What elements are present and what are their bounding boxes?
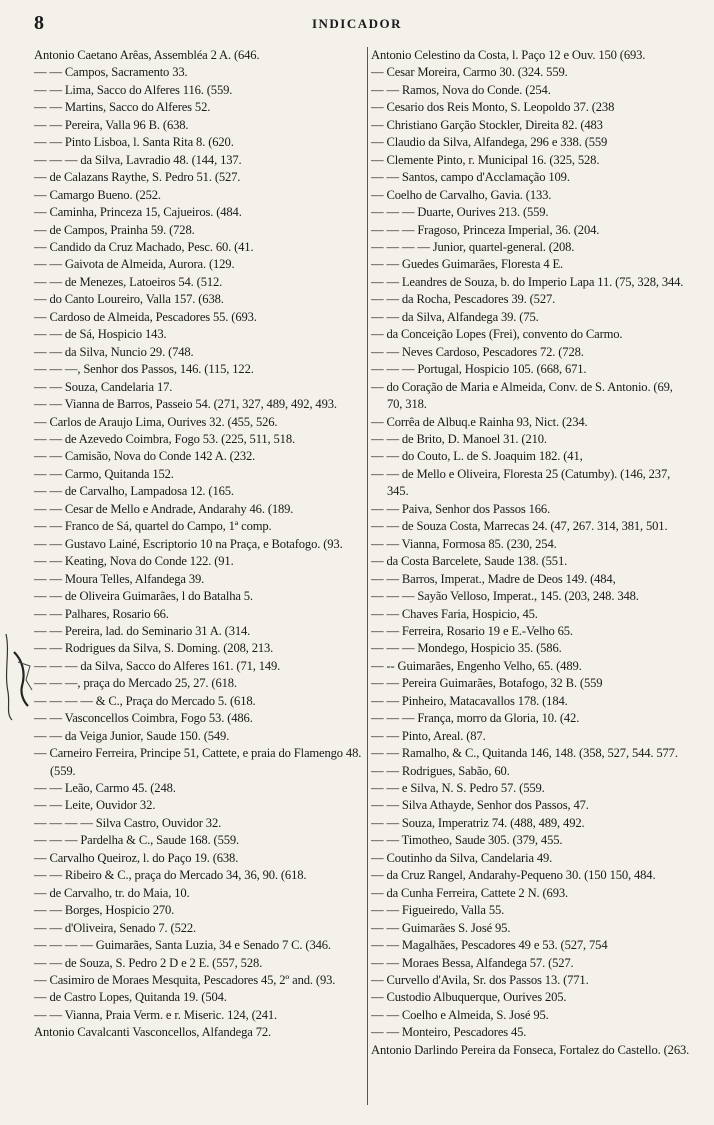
directory-entry: — — Guedes Guimarães, Floresta 4 E. (371, 257, 564, 272)
directory-entry: — — de Azevedo Coimbra, Fogo 53. (225, 511, 518. (34, 431, 295, 446)
directory-entry: — — Pinheiro, Matacavallos 178. (184. (371, 693, 568, 708)
directory-entry: — — — da Silva, Sacco do Alferes 161. (71, 149. (34, 658, 281, 673)
directory-entry: — — Martins, Sacco do Alferes 52. (34, 100, 211, 115)
right-column (371, 47, 691, 1109)
directory-entry: — — Gaivota de Almeida, Aurora. (129. (34, 257, 235, 272)
directory-entry: — — do Couto, L. de S. Joaquim 182. (41, (371, 449, 583, 464)
directory-entry: — — Leite, Ouvidor 32. (34, 798, 156, 813)
directory-entry: — — Coelho e Almeida, S. José 95. (371, 1007, 549, 1022)
directory-entry: — — Franco de Sá, quartel do Campo, 1ª comp. (34, 519, 272, 534)
directory-entry: — — Moraes Bessa, Alfandega 57. (527. (371, 955, 574, 970)
directory-entry: — — Gustavo Lainé, Escriptorio 10 na Praça, e Botafogo. (93. (34, 536, 343, 551)
directory-entry: — — Camisão, Nova do Conde 142 A. (232. (34, 449, 256, 464)
directory-entry: — — Campos, Sacramento 33. (34, 65, 188, 80)
directory-entry: — de Calazans Raythe, S. Pedro 51. (527. (34, 170, 241, 185)
directory-entry: — Candido da Cruz Machado, Pesc. 60. (41. (34, 239, 254, 254)
directory-entry: — — Carmo, Quitanda 152. (34, 466, 174, 481)
directory-entry: — — de Souza, S. Pedro 2 D e 2 E. (557, 528. (34, 955, 263, 970)
directory-entry: — — — — Guimarães, Santa Luzia, 34 e Senado 7 C. (346. (34, 938, 331, 953)
directory-entry: — — da Silva, Alfandega 39. (75. (371, 309, 539, 324)
directory-entry: — — Vianna de Barros, Passeio 54. (271, 327, 489, 492, 493. (34, 397, 337, 412)
left-column (34, 47, 364, 1109)
directory-entry: — — Ramalho, & C., Quitanda 146, 148. (358, 527, 544. 577. (371, 746, 678, 761)
directory-entry: — — de Brito, D. Manoel 31. (210. (371, 431, 547, 446)
directory-entry: — — Magalhães, Pescadores 49 e 53. (527, 754 (371, 938, 608, 953)
directory-entry: — — Souza, Candelaria 17. (34, 379, 173, 394)
directory-entry: — Cardoso de Almeida, Pescadores 55. (693. (34, 309, 257, 324)
directory-entry: — da Cruz Rangel, Andarahy-Pequeno 30. (150 150, 484. (371, 868, 656, 883)
directory-entry: Antonio Cavalcanti Vasconcellos, Alfandega 72. (34, 1025, 271, 1040)
directory-entry: — — Vianna, Praia Verm. e r. Miseric. 124, (241. (34, 1007, 278, 1022)
directory-entry: — — Neves Cardoso, Pescadores 72. (728. (371, 344, 584, 359)
directory-entry: — — da Rocha, Pescadores 39. (527. (371, 292, 556, 307)
directory-entry: — — de Oliveira Guimarães, l do Batalha 5. (34, 589, 253, 604)
directory-entry: — — — da Silva, Lavradio 48. (144, 137. (34, 152, 242, 167)
directory-entry: — — — — & C., Praça do Mercado 5. (618. (34, 693, 256, 708)
directory-entry: — — de Menezes, Latoeiros 54. (512. (34, 274, 223, 289)
directory-entry: — de Campos, Prainha 59. (728. (34, 222, 195, 237)
directory-entry: — Carneiro Ferreira, Principe 51, Cattete, e praia do Flamengo 48. (559. (34, 746, 362, 778)
directory-entry: — — Paiva, Senhor dos Passos 166. (371, 501, 551, 516)
directory-entry: — — — — Silva Castro, Ouvidor 32. (34, 815, 222, 830)
page-number: 8 (34, 12, 44, 34)
directory-entry: — — Chaves Faria, Hospicio, 45. (371, 606, 538, 621)
directory-entry: — — Ramos, Nova do Conde. (254. (371, 82, 551, 97)
directory-entry: — — Monteiro, Pescadores 45. (371, 1025, 527, 1040)
directory-entry: Antonio Darlindo Pereira da Fonseca, Fortalez do Castello. (263. (371, 1042, 690, 1057)
directory-entry: — de Carvalho, tr. do Maia, 10. (34, 885, 190, 900)
directory-entry: — Christiano Garção Stockler, Direita 82. (483 (371, 117, 603, 132)
directory-entry: Antonio Celestino da Costa, l. Paço 12 e Ouv. 150 (693. (371, 48, 646, 62)
directory-entry: — — Timotheo, Saude 305. (379, 455. (371, 833, 563, 848)
directory-entry: — Coelho de Carvalho, Gavia. (133. (371, 187, 552, 202)
directory-entry: — de Castro Lopes, Quitanda 19. (504. (34, 990, 227, 1005)
directory-entry: — — Silva Athayde, Senhor dos Passos, 47. (371, 798, 589, 813)
directory-entry: — Cesario dos Reis Monto, S. Leopoldo 37. (238 (371, 100, 615, 115)
directory-entry: — — — Fragoso, Princeza Imperial, 36. (204. (371, 222, 600, 237)
directory-entry: — Casimiro de Moraes Mesquita, Pescadores 45, 2º and. (93. (34, 973, 336, 988)
directory-entry: — Carvalho Queiroz, l. do Paço 19. (638. (34, 850, 239, 865)
directory-entry: — da Conceição Lopes (Frei), convento do Carmo. (371, 327, 623, 342)
directory-entry: — — — Pardelha & C., Saude 168. (559. (34, 833, 240, 848)
directory-entry: — do Canto Loureiro, Valla 157. (638. (34, 292, 224, 307)
directory-entry: — — Keating, Nova do Conde 122. (91. (34, 554, 234, 569)
directory-entry: — — d'Oliveira, Senado 7. (522. (34, 920, 197, 935)
directory-entry: — Curvello d'Avila, Sr. dos Passos 13. (771. (371, 973, 589, 988)
directory-entry: — — — Mondego, Hospicio 35. (586. (371, 641, 562, 656)
directory-entry: — — Pereira, lad. do Seminario 31 A. (314. (34, 623, 251, 638)
directory-entry: — Cesar Moreira, Carmo 30. (324. 559. (371, 65, 568, 80)
directory-entry: — — da Veiga Junior, Saude 150. (549. (34, 728, 230, 743)
directory-entry: — — de Souza Costa, Marrecas 24. (47, 267. 314, 381, 501. (371, 519, 668, 534)
directory-entry: — — Souza, Imperatriz 74. (488, 489, 492. (371, 815, 585, 830)
directory-entry: — — — Sayão Velloso, Imperat., 145. (203, 248. 348. (371, 589, 639, 604)
directory-entry: — — Moura Telles, Alfandega 39. (34, 571, 205, 586)
directory-entry: — da Costa Barcelete, Saude 138. (551. (371, 554, 568, 569)
directory-entry: — da Cunha Ferreira, Cattete 2 N. (693. (371, 885, 568, 900)
directory-entry: — — Ferreira, Rosario 19 e E.-Velho 65. (371, 623, 573, 638)
directory-entry: — Claudio da Silva, Alfandega, 296 e 338. (559 (371, 135, 608, 150)
directory-entry: — Custodio Albuquerque, Ourives 205. (371, 990, 567, 1005)
directory-entry: — — Rodrigues da Silva, S. Doming. (208, 213. (34, 641, 274, 656)
directory-entry: — — — — Junior, quartel-general. (208. (371, 239, 575, 254)
directory-entry: — — de Mello e Oliveira, Floresta 25 (Catumby). (146, 237, 345. (371, 466, 671, 499)
directory-entry: — — —, Senhor dos Passos, 146. (115, 122. (34, 362, 254, 377)
directory-entry: — — Vianna, Formosa 85. (230, 254. (371, 536, 557, 551)
directory-entry: — Corrêa de Albuq.e Rainha 93, Nict. (234. (371, 414, 588, 429)
directory-entry: — Caminha, Princeza 15, Cajueiros. (484. (34, 205, 242, 220)
directory-entry: — Camargo Bueno. (252. (34, 187, 161, 202)
directory-entry: — — Barros, Imperat., Madre de Deos 149. (484, (371, 571, 616, 586)
margin-ink-mark (0, 632, 34, 722)
directory-entry: — — — França, morro da Gloria, 10. (42. (371, 711, 580, 726)
directory-entry: — — Palhares, Rosario 66. (34, 606, 169, 621)
directory-entry: — — Pereira Guimarães, Botafogo, 32 B. (559 (371, 676, 603, 691)
page-title: INDICADOR (311, 16, 403, 31)
directory-entry: — — de Carvalho, Lampadosa 12. (165. (34, 484, 234, 499)
directory-entry: — — e Silva, N. S. Pedro 57. (559. (371, 781, 545, 796)
directory-entry: — — Santos, campo d'Acclamação 109. (371, 170, 570, 185)
directory-entry: — — de Sá, Hospicio 143. (34, 327, 167, 342)
directory-entry: — — Cesar de Mello e Andrade, Andarahy 46. (189. (34, 501, 294, 516)
directory-entry: — — Figueiredo, Valla 55. (371, 903, 505, 918)
directory-entry: — — — Duarte, Ourives 213. (559. (371, 205, 549, 220)
directory-entry: — — — Portugal, Hospicio 105. (668, 671. (371, 362, 587, 377)
directory-entry: — — da Silva, Nuncio 29. (748. (34, 344, 194, 359)
directory-entry: — — Ribeiro & C., praça do Mercado 34, 36, 90. (618. (34, 868, 307, 883)
directory-entry: — — —, praça do Mercado 25, 27. (618. (34, 676, 237, 691)
directory-entry: — — Lima, Sacco do Alferes 116. (559. (34, 82, 233, 97)
directory-entry: — — Borges, Hospicio 270. (34, 903, 175, 918)
directory-entry: Antonio Caetano Arêas, Assembléa 2 A. (646. (34, 48, 260, 62)
directory-entry: — Carlos de Araujo Lima, Ourives 32. (455, 526. (34, 414, 278, 429)
column-divider (367, 47, 368, 1105)
directory-entry: — — Pereira, Valla 96 B. (638. (34, 117, 189, 132)
directory-entry: — do Coração de Maria e Almeida, Conv. de S. Antonio. (69, 70, 318. (371, 379, 673, 412)
directory-entry: — Clemente Pinto, r. Municipal 16. (325, 528. (371, 152, 600, 167)
directory-entry: — -- Guimarães, Engenho Velho, 65. (489. (371, 658, 582, 673)
directory-entry: — — Rodrigues, Sabão, 60. (371, 763, 510, 778)
directory-entry: — — Vasconcellos Coimbra, Fogo 53. (486. (34, 711, 253, 726)
directory-entry: — Coutinho da Silva, Candelaria 49. (371, 850, 553, 865)
directory-entry: — — Leandres de Souza, b. do Imperio Lapa 11. (75, 328, 344. (371, 274, 684, 289)
directory-entry: — — Leão, Carmo 45. (248. (34, 781, 176, 796)
page-header (30, 12, 684, 36)
directory-entry: — — Pinto, Areal. (87. (371, 728, 486, 743)
directory-entry: — — Pinto Lisboa, l. Santa Rita 8. (620. (34, 135, 234, 150)
directory-entry: — — Guimarães S. José 95. (371, 920, 511, 935)
